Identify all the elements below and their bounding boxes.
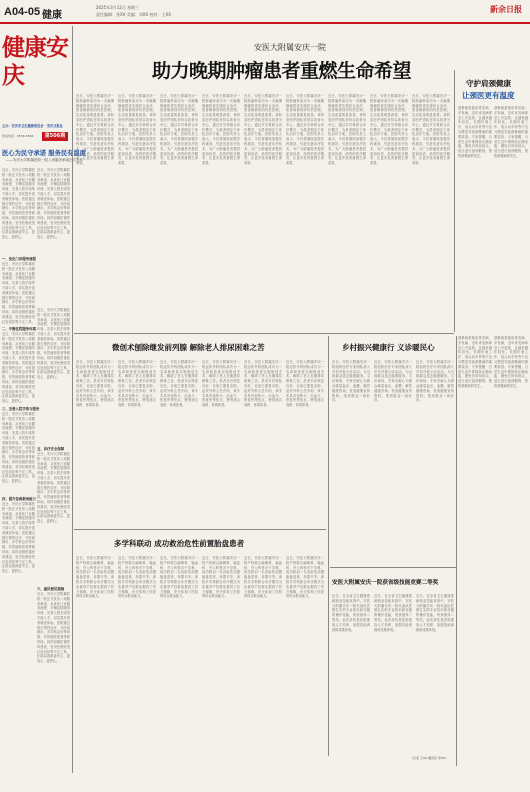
bottom-right-col2: 近日，在全省卫生健康系统职业技能竞赛中，安医大附属安庆一院代表队凭借扎实的专业知识和过硬的操作技能，荣获团体二等奖。此次获奖是医院重视人才培养、加强技能训练的成果体现。 [374,594,412,632]
subhead-3: 三、完善入院手续与服务 [2,407,40,411]
middle-left-col5: 近日，安医大附属安庆一院泌尿外科团队成功为一名高龄患者实施微创手术，解除了老人长期排尿困难之苦。患者术后恢复良好，目前已康复出院。泌尿外科主任介绍，该手术具有创伤小、出血少、恢复快等优点，特别适合高龄、体弱患者。 [244,360,282,408]
left-body-col2: 近日，安庆大学附属医院一院正式发布八项服务承诺，从优化门诊服务流程、平衡住院服务环境、完善入院手续等方面入手，切实提升患者就医体验。医院通过推行预约诊疗、分时段就诊、多学科会诊等举措，有效缩短患者等候时间。同时加强医德医风建设，坚决杜绝收受红包回扣等不正之风，让群众看病更安心、更放心、更舒心。 [37,168,70,240]
bottom-right-col3: 近日，在全省卫生健康系统职业技能竞赛中，安医大附属安庆一院代表队凭借扎实的专业知识和过硬的操作技能，荣获团体二等奖。此次获奖是医院重视人才培养、加强技能训练的成果体现。 [416,594,454,632]
left-body-col1c: 近日，安庆大学附属医院一院正式发布八项服务承诺，从优化门诊服务流程、平衡住院服务环境、完善入院手续等方面入手，切实提升患者就医体验。医院通过推行预约诊疗、分时段就诊、多学科会诊等举措，有效缩短患者等候时间。同时加强医德医风建设，坚决杜绝收受红包回扣等不正之风，让群众看病更安心、更放心、更舒心。 [2,332,35,404]
far-right-divider [456,336,457,766]
middle-right-col3: 近日，安医大附属安庆一院组织医疗专家团队深入乡村开展义诊活动，为当地群众送去健康服务。义诊现场，专家们耐心为群众测量血压、血糖，解答健康咨询，发放健康宣传资料，受到群众一致好评。 [416,360,454,403]
editor-line: 责任编辑：张XX 美编：刘XX 校对：王XX [96,12,171,17]
sidebar-body-col2: 颈椎病是临床常见病、多发病，近年来发病率呈上升趋势，且越来越年轻化。长期伏案工作、低头玩手机等不良习惯是导致颈椎病的重要原因。专家提醒，日常生活中要保持正确坐姿，避免长时间低头，适当进行颈部锻炼，预防颈椎病的发生。 [494,106,528,158]
top-body-col6: 近日，安医大附属安庆一院肿瘤科成功为一名晚期肿瘤患者实施综合治疗，患者病情得到有效控制，生活质量明显改善。该科室医护团队坚持以患者为中心，通过多学科联合诊疗模式，为患者制定个体化治疗方案。医院负责人表示，今后将继续加强学科建设，引进先进诊疗技术，为广大肿瘤患者提供更加优质、高效的医疗服务，让更多患者重燃生命希望。 [286,94,324,166]
far-right-col1: 颈椎病是临床常见病、多发病，近年来发病率呈上升趋势，且越来越年轻化。长期伏案工作、低头玩手机等不良习惯是导致颈椎病的重要原因。专家提醒，日常生活中要保持正确坐姿，避免长时间低头，适当进行颈部锻炼，预防颈椎病的发生。 [458,336,492,388]
middle-right-headline: 乡村振兴健康行 义诊暖民心 [342,343,435,352]
left-headline: 医心为民守承诺 服务民有温度 [2,150,87,157]
hotline-text: 热线电话：0556-5506 [2,134,34,138]
middle-left-col6: 近日，安医大附属安庆一院泌尿外科团队成功为一名高龄患者实施微创手术，解除了老人长期排尿困难之苦。患者术后恢复良好，目前已康复出院。泌尿外科主任介绍，该手术具有创伤小、出血少、恢复快等优点，特别适合高龄、体弱患者。 [286,360,324,408]
middle-right-col1: 近日，安医大附属安庆一院组织医疗专家团队深入乡村开展义诊活动，为当地群众送去健康服务。义诊现场，专家们耐心为群众测量血压、血糖，解答健康咨询，发放健康宣传资料，受到群众一致好评。 [332,360,370,403]
bottom-right-story [330,568,456,766]
page-number: A04-05 [4,6,41,18]
middle-right-story [330,334,456,566]
bottom-left-headline: 多学科联动 成功救治危性前置胎盘患者 [114,539,245,548]
left-body-col1: 近日，安庆大学附属医院一院正式发布八项服务承诺，从优化门诊服务流程、平衡住院服务环境、完善入院手续等方面入手，切实提升患者就医体验。医院通过推行预约诊疗、分时段就诊、多学科会诊等举措，有效缩短患者等候时间。同时加强医德医风建设，坚决杜绝收受红包回扣等不正之风，让群众看病更安心、更放心、更舒心。 [2,168,35,240]
top-body-col7: 近日，安医大附属安庆一院肿瘤科成功为一名晚期肿瘤患者实施综合治疗，患者病情得到有效控制，生活质量明显改善。该科室医护团队坚持以患者为中心，通过多学科联合诊疗模式，为患者制定个体化治疗方案。医院负责人表示，今后将继续加强学科建设，引进先进诊疗技术，为广大肿瘤患者提供更加优质、高效的医疗服务，让更多患者重燃生命希望。 [328,94,366,166]
sidebar-title-1: 守护肩颈健康 [466,79,511,88]
left-body-col1e: 近日，安庆大学附属医院一院正式发布八项服务承诺，从优化门诊服务流程、平衡住院服务环境、完善入院手续等方面入手，切实提升患者就医体验。医院通过推行预约诊疗、分时段就诊、多学科会诊等举措，有效缩短患者等候时间。同时加强医德医风建设，坚决杜绝收受红包回扣等不正之风，让群众看病更安心、更放心、更舒心。 [2,502,35,574]
left-body-col2b: 近日，安庆大学附属医院一院正式发布八项服务承诺，从优化门诊服务流程、平衡住院服务环境、完善入院手续等方面入手，切实提升患者就医体验。医院通过推行预约诊疗、分时段就诊、多学科会诊等举措，有效缩短患者等候时间。同时加强医德医风建设，坚决杜绝收受红包回扣等不正之风，让群众看病更安心、更放心、更舒心。 [37,308,70,380]
subhead-5: 五、诊疗安全保障 [37,447,65,451]
middle-right-col2: 近日，安医大附属安庆一院组织医疗专家团队深入乡村开展义诊活动，为当地群众送去健康服务。义诊现场，专家们耐心为群众测量血压、血糖，解答健康咨询，发放健康宣传资料，受到群众一致好评。 [374,360,412,403]
top-body-col8: 近日，安医大附属安庆一院肿瘤科成功为一名晚期肿瘤患者实施综合治疗，患者病情得到有效控制，生活质量明显改善。该科室医护团队坚持以患者为中心，通过多学科联合诊疗模式，为患者制定个体化治疗方案。医院负责人表示，今后将继续加强学科建设，引进先进诊疗技术，为广大肿瘤患者提供更加优质、高效的医疗服务，让更多患者重燃生命希望。 [370,94,408,166]
subhead-2: 二、平衡住院服务环境 [2,327,36,331]
left-body-col1d: 近日，安庆大学附属医院一院正式发布八项服务承诺，从优化门诊服务流程、平衡住院服务环境、完善入院手续等方面入手，切实提升患者就医体验。医院通过推行预约诊疗、分时段就诊、多学科会诊等举措，有效缩短患者等候时间。同时加强医德医风建设，坚决杜绝收受红包回扣等不正之风，让群众看病更安心、更放心、更舒心。 [2,412,35,484]
bottom-right-col1: 近日，在全省卫生健康系统职业技能竞赛中，安医大附属安庆一院代表队凭借扎实的专业知识和过硬的操作技能，荣获团体二等奖。此次获奖是医院重视人才培养、加强技能训练的成果体现。 [332,594,370,632]
header-rule [0,22,530,24]
top-story-kicker: 安医大附属安庆一院 [254,43,326,52]
left-body-col1b: 近日，安庆大学附属医院一院正式发布八项服务承诺，从优化门诊服务流程、平衡住院服务环境、完善入院手续等方面入手，切实提升患者就医体验。医院通过推行预约诊疗、分时段就诊、多学科会诊等举措，有效缩短患者等候时间。同时加强医德医风建设，坚决杜绝收受红包回扣等不正之风， [2,262,35,324]
left-body-col2c: 近日，安庆大学附属医院一院正式发布八项服务承诺，从优化门诊服务流程、平衡住院服务环境、完善入院手续等方面入手，切实提升患者就医体验。医院通过推行预约诊疗、分时段就诊、多学科会诊等举措，有效缩短患者等候时间。同时加强医德医风建设，坚决杜绝收受红包回扣等不正之风，让群众看病更安心、更放心、更舒心。 [37,452,70,524]
middle-left-col1: 近日，安医大附属安庆一院泌尿外科团队成功为一名高龄患者实施微创手术，解除了老人长期排尿困难之苦。患者术后恢复良好，目前已康复出院。泌尿外科主任介绍，该手术具有创伤小、出血少、恢复快等优点，特别适合高龄、体弱患者。 [76,360,114,408]
top-story [74,26,530,332]
top-body-col4: 近日，安医大附属安庆一院肿瘤科成功为一名晚期肿瘤患者实施综合治疗，患者病情得到有效控制，生活质量明显改善。该科室医护团队坚持以患者为中心，通过多学科联合诊疗模式，为患者制定个体化治疗方案。医院负责人表示，今后将继续加强学科建设，引进先进诊疗技术，为广大肿瘤患者提供更加优质、高效的医疗服务，让更多患者重燃生命希望。 [202,94,240,166]
middle-left-headline: 微创术刨除继发前列腺 解除老人排尿困难之苦 [112,343,265,352]
bottom-left-col2: 近日，安医大附属安庆一院产科联合麻醉科、输血科、介入科等多个学科，成功救治一名凶险性前置胎盘患者，母婴平安。该院多学科联合诊疗模式为危重孕产妇救治提供了有力保障，充分体现了医院的综合救治能力。 [118,556,156,599]
middle-left-col4: 近日，安医大附属安庆一院泌尿外科团队成功为一名高龄患者实施微创手术，解除了老人长期排尿困难之苦。患者术后恢复良好，目前已康复出院。泌尿外科主任介绍，该手术具有创伤小、出血少、恢复快等优点，特别适合高龄、体弱患者。 [202,360,240,408]
left-column [0,26,87,773]
middle-left-story [74,334,326,528]
bottom-left-col1: 近日，安医大附属安庆一院产科联合麻醉科、输血科、介入科等多个学科，成功救治一名凶险性前置胎盘患者，母婴平安。该院多学科联合诊疗模式为危重孕产妇救治提供了有力保障，充分体现了医院的综合救治能力。 [76,556,114,599]
issue-pill: 第506期 [42,132,68,141]
bottom-right-headline: 安医大附属安庆一院获省级技能竞赛二等奖 [332,580,439,586]
left-deck: ——安庆大学附属医院一院八项服务承诺正式发布 [6,158,83,162]
section-name: 健康 [42,10,62,21]
middle-vertical-divider [328,336,329,756]
bottom-left-col3: 近日，安医大附属安庆一院产科联合麻醉科、输血科、介入科等多个学科，成功救治一名凶险性前置胎盘患者，母婴平安。该院多学科联合诊疗模式为危重孕产妇救治提供了有力保障，充分体现了医院的综合救治能力。 [160,556,198,599]
far-right-col2: 颈椎病是临床常见病、多发病，近年来发病率呈上升趋势，且越来越年轻化。长期伏案工作、低头玩手机等不良习惯是导致颈椎病的重要原因。专家提醒，日常生活中要保持正确坐姿，避免长时间低头，适当进行颈部锻炼，预防颈椎病的发生。 [494,336,528,388]
bottom-left-col4: 近日，安医大附属安庆一院产科联合麻醉科、输血科、介入科等多个学科，成功救治一名凶险性前置胎盘患者，母婴平安。该院多学科联合诊疗模式为危重孕产妇救治提供了有力保障，充分体现了医院的综合救治能力。 [202,556,240,599]
left-column-divider [72,26,73,773]
subhead-1: 一、优化门诊服务流程 [2,257,36,261]
newspaper-brand: 新余日报 [490,4,522,14]
top-body-col3: 近日，安医大附属安庆一院肿瘤科成功为一名晚期肿瘤患者实施综合治疗，患者病情得到有效控制，生活质量明显改善。该科室医护团队坚持以患者为中心，通过多学科联合诊疗模式，为患者制定个体化治疗方案。医院负责人表示，今后将继续加强学科建设，引进先进诊疗技术，为广大肿瘤患者提供更加优质、高效的医疗服务，让更多患者重燃生命希望。 [160,94,198,166]
top-body-col9: 近日，安医大附属安庆一院肿瘤科成功为一名晚期肿瘤患者实施综合治疗，患者病情得到有效控制，生活质量明显改善。该科室医护团队坚持以患者为中心，通过多学科联合诊疗模式，为患者制定个体化治疗方案。医院负责人表示，今后将继续加强学科建设，引进先进诊疗技术，为广大肿瘤患者提供更加优质、高效的医疗服务，让更多患者重燃生命希望。 [412,94,450,166]
sidebar-title-2: 让颈医更有温度 [462,91,515,100]
bottom-left-story [74,530,326,766]
top-story-headline: 助力晚期肿瘤患者重燃生命希望 [152,60,412,82]
page-header [0,0,530,26]
banner-title: 健康安庆 [2,34,68,89]
left-body-col2d: 近日，安庆大学附属医院一院正式发布八项服务承诺，从优化门诊服务流程、平衡住院服务环境、完善入院手续等方面入手，切实提升患者就医体验。医院通过推行预约诊疗、分时段就诊、多学科会诊等举措，有效缩短患者等候时间。同时加强医德医风建设，坚决杜绝收受红包回扣等不正之风，让群众看病更安心、更放心、更舒心。 [37,592,70,664]
date-line: 2025年3月12日 星期三 [96,5,140,10]
middle-left-col2: 近日，安医大附属安庆一院泌尿外科团队成功为一名高龄患者实施微创手术，解除了老人长期排尿困难之苦。患者术后恢复良好，目前已康复出院。泌尿外科主任介绍，该手术具有创伤小、出血少、恢复快等优点，特别适合高龄、体弱患者。 [118,360,156,408]
sidebar-body-col1: 颈椎病是临床常见病、多发病，近年来发病率呈上升趋势，且越来越年轻化。长期伏案工作、低头玩手机等不良习惯是导致颈椎病的重要原因。专家提醒，日常生活中要保持正确坐姿，避免长时间低头，适当进行颈部锻炼，预防颈椎病的发生。 [458,106,492,158]
top-sidebar-divider [454,70,455,332]
middle-left-col3: 近日，安医大附属安庆一院泌尿外科团队成功为一名高龄患者实施微创手术，解除了老人长期排尿困难之苦。患者术后恢复良好，目前已康复出院。泌尿外科主任介绍，该手术具有创伤小、出血少、恢复快等优点，特别适合高龄、体弱患者。 [160,360,198,408]
top-body-col5: 近日，安医大附属安庆一院肿瘤科成功为一名晚期肿瘤患者实施综合治疗，患者病情得到有效控制，生活质量明显改善。该科室医护团队坚持以患者为中心，通过多学科联合诊疗模式，为患者制定个体化治疗方案。医院负责人表示，今后将继续加强学科建设，引进先进诊疗技术，为广大肿瘤患者提供更加优质、高效的医疗服务，让更多患者重燃生命希望。 [244,94,282,166]
banner-subline: 主办：安庆市卫生健康委员会 · 安庆日报社 [2,124,63,128]
subhead-6: 六、惠民便民措施 [37,587,65,591]
subhead-4: 四、提升急救救治能力 [2,497,36,501]
top-body-col2: 近日，安医大附属安庆一院肿瘤科成功为一名晚期肿瘤患者实施综合治疗，患者病情得到有效控制，生活质量明显改善。该科室医护团队坚持以患者为中心，通过多学科联合诊疗模式，为患者制定个体化治疗方案。医院负责人表示，今后将继续加强学科建设，引进先进诊疗技术，为广大肿瘤患者提供更加优质、高效的医疗服务，让更多患者重燃生命希望。 [118,94,156,166]
bottom-left-col5: 近日，安医大附属安庆一院产科联合麻醉科、输血科、介入科等多个学科，成功救治一名凶险性前置胎盘患者，母婴平安。该院多学科联合诊疗模式为危重孕产妇救治提供了有力保障，充分体现了医院的综合救治能力。 [244,556,282,599]
bottom-left-col6: 近日，安医大附属安庆一院产科联合麻醉科、输血科、介入科等多个学科，成功救治一名凶险性前置胎盘患者，母婴平安。该院多学科联合诊疗模式为危重孕产妇救治提供了有力保障，充分体现了医院的综合救治能力。 [286,556,324,599]
bottom-right-byline: （记者 王XX 通讯员 李XX） [410,756,449,760]
top-body-col1: 近日，安医大附属安庆一院肿瘤科成功为一名晚期肿瘤患者实施综合治疗，患者病情得到有效控制，生活质量明显改善。该科室医护团队坚持以患者为中心，通过多学科联合诊疗模式，为患者制定个体化治疗方案。医院负责人表示，今后将继续加强学科建设，引进先进诊疗技术，为广大肿瘤患者提供更加优质、高效的医疗服务，让更多患者重燃生命希望。 [76,94,114,166]
